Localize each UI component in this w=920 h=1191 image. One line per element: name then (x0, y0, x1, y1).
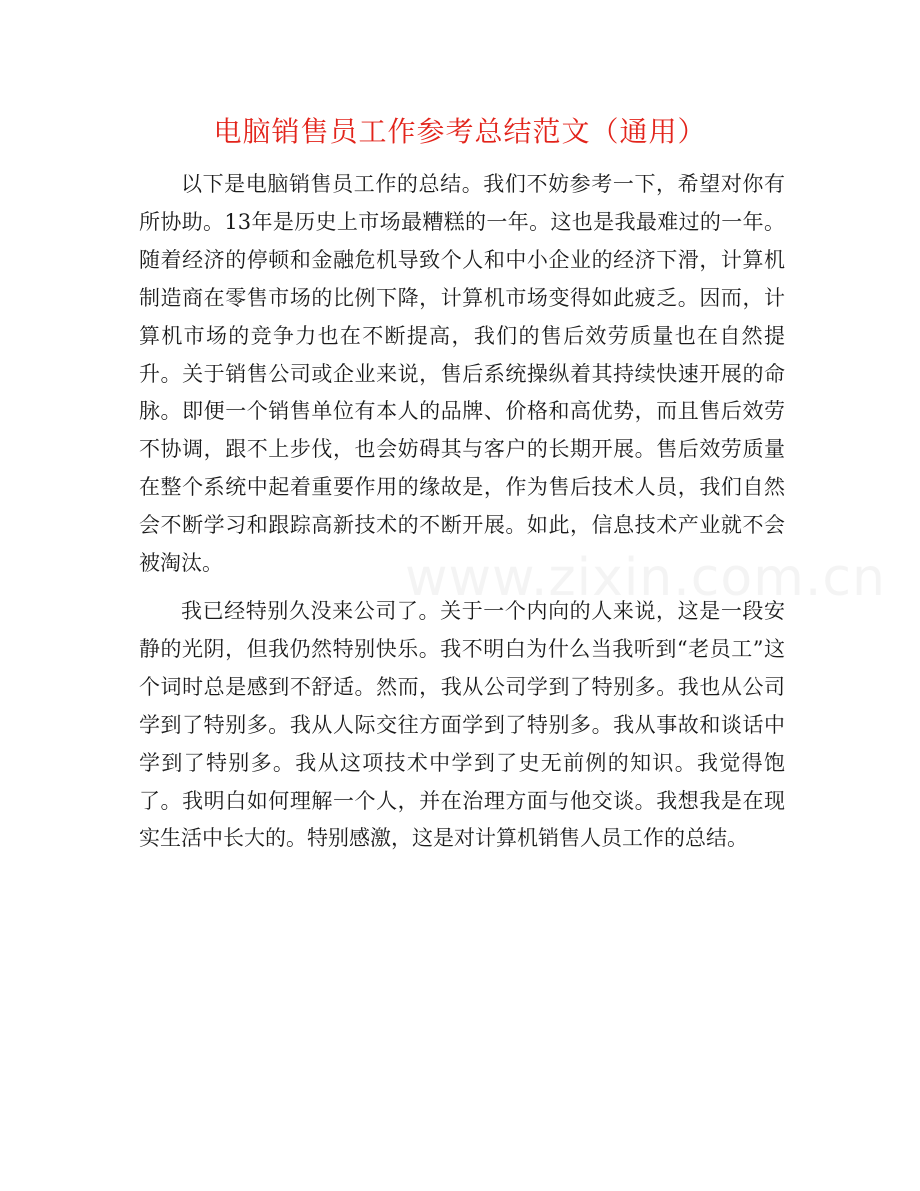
paragraph-2: 我已经特别久没来公司了。关于一个内向的人来说，这是一段安静的光阴，但我仍然特别快乐。我不明白为什么当我听到“老员工”这个词时总是感到不舒适。然而，我从公司学到了特别多。我也从公司学到了特别多。我从人际交往方面学到了特别多。我从事故和谈话中学到了特别多。我从这项技术中学到了史无前例的知识。我觉得饱了。我明白如何理解一个人，并在治理方面与他交谈。我想我是在现实生活中长大的。特别感激，这是对计算机销售人员工作的总结。 (139, 598, 785, 851)
watermark: www.zixin.com.cn (405, 548, 886, 608)
document-title: 电脑销售员工作参考总结范文（通用） (213, 115, 707, 148)
paragraph-1: 以下是电脑销售员工作的总结。我们不妨参考一下，希望对你有所协助。13年是历史上市场最糟糕的一年。这也是我最难过的一年。随着经济的停顿和金融危机导致个人和中小企业的经济下滑，计算机制造商在零售市场的比例下降，计算机市场变得如此疲乏。因而，计算机市场的竞争力也在不断提高，我们的售后效劳质量也在自然提升。关于销售公司或企业来说，售后系统操纵着其持续快速开展的命脉。即便一个销售单位有本人的品牌、价格和高优势，而且售后效劳不协调，跟不上步伐，也会妨碍其与客户的长期开展。售后效劳质量在整个系统中起着重要作用的缘故是，作为售后技术人员，我们自然会不断学习和跟踪高新技术的不断开展。如此，信息技术产业就不会被淘汰。 (139, 172, 785, 576)
document-body (139, 166, 785, 858)
